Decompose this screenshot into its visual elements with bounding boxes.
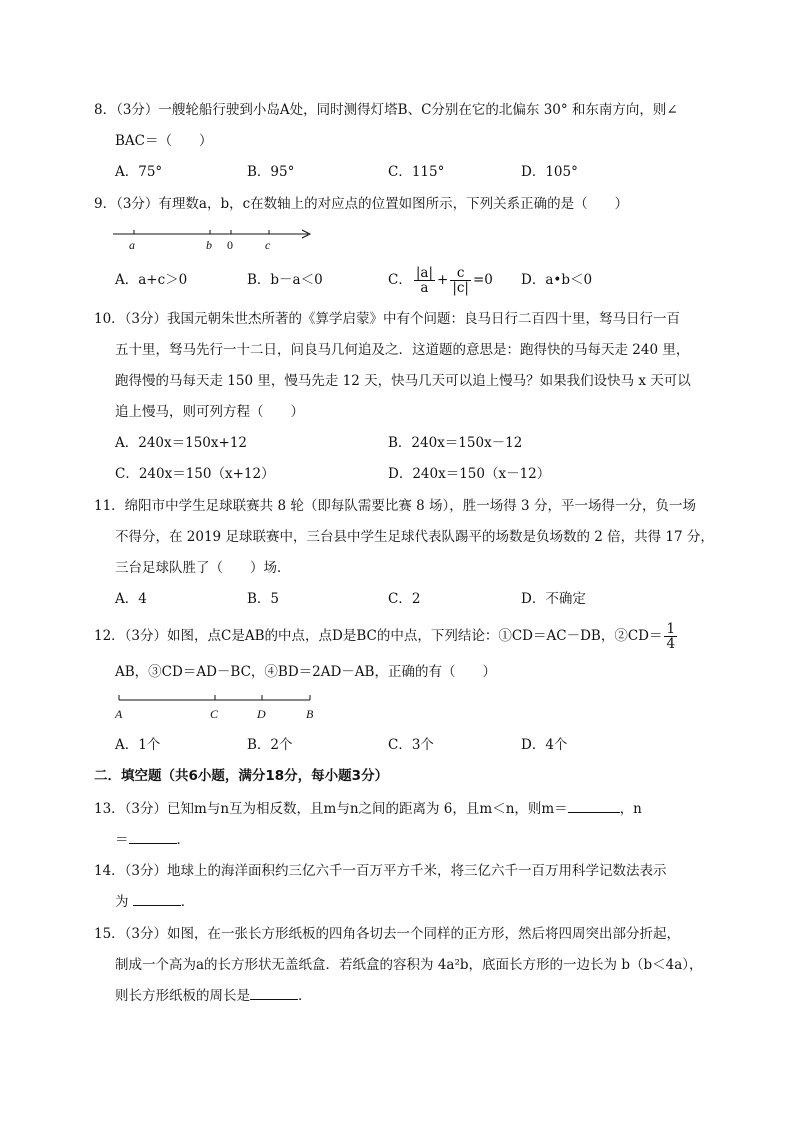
q15-line3-text: 则长方形纸板的周长是: [115, 988, 250, 1004]
plus-sign: +: [437, 272, 449, 288]
q10-stem-line3: 跑得慢的马每天走 150 里，慢马先走 12 天，快马几天可以追上慢马？如果我们设快马 x 天可以: [115, 373, 691, 389]
point-label-c: C: [210, 707, 219, 721]
q8-option-b: B．95°: [247, 164, 295, 180]
q8-stem-line1: 8．（3分）一艘轮船行驶到小岛A处，同时测得灯塔B、C分别在它的北偏东 30° 和东南方向，则∠: [94, 102, 678, 118]
q13-period: ．: [176, 832, 190, 848]
frac1-numerator: |a|: [415, 265, 433, 281]
fraction-c-over-abs-c: [450, 266, 471, 295]
q9-option-c-prefix: C．: [388, 272, 412, 288]
q15-period: ．: [298, 988, 312, 1004]
segment-figure: [110, 690, 325, 724]
q8-option-c: C．115°: [388, 164, 445, 180]
q14-stem-line1: 14．（3分）地球上的海洋面积约三亿六千一百万平方千米，将三亿六千一百万用科学记数法表示: [94, 863, 667, 879]
frac1-denominator: a: [420, 280, 429, 296]
q10-stem-line2: 五十里，驽马先行一十二日，问良马几何追及之．这道题的意思是：跑得快的马每天走 240 里，: [115, 342, 690, 358]
q10-option-d: D．240x＝150（x－12）: [388, 466, 551, 482]
label-zero: 0: [227, 238, 233, 252]
q8-option-a: A．75°: [115, 164, 163, 180]
q13-line1-text: 13．（3分）已知m与n互为相反数，且m与n之间的距离为 6，且m＜n，则m＝: [94, 801, 568, 817]
label-a: a: [129, 238, 135, 252]
q12-option-b: B．2个: [247, 737, 293, 753]
frac2-numerator: c: [450, 266, 471, 281]
q12-option-c: C．3个: [388, 737, 434, 753]
q12-stem-line1: [94, 615, 679, 657]
q9-option-c-suffix: =0: [472, 272, 493, 288]
q9-option-b: B．b－a＜0: [247, 272, 323, 288]
q8-option-d: D．105°: [521, 164, 578, 180]
q13-stem-line1: [94, 800, 642, 818]
q11-stem-line1: 11．绵阳市中学生足球联赛共 8 轮（即每队需要比赛 8 场），胜一场得 3 分，平一场得一分，负一场: [94, 498, 696, 514]
point-label-a: A: [115, 707, 123, 721]
q15-stem-line2: 制成一个高为a的长方形状无盖纸盒．若纸盒的容积为 4a²b，底面长方形的一边长为 b（b＜4a），: [115, 957, 703, 973]
q14-wei: 为: [115, 894, 129, 910]
q9-option-c: [388, 262, 493, 298]
q11-option-a: A．4: [115, 591, 147, 607]
answer-blank-sci-notation[interactable]: [133, 893, 181, 906]
quarter-numerator: 1: [666, 621, 676, 637]
q14-stem-line2: [115, 893, 194, 911]
q13-line1-tail: ，n: [619, 801, 642, 817]
q12-line1-text: 12．（3分）如图，点C是AB的中点，点D是BC的中点，下列结论：①CD＝AC－DB，②CD＝: [94, 628, 663, 644]
q10-option-b: B．240x＝150x－12: [388, 435, 523, 451]
q10-option-a: A．240x＝150x+12: [115, 435, 248, 451]
answer-blank-perimeter[interactable]: [250, 987, 298, 1000]
q11-option-d: D．不确定: [521, 591, 586, 607]
point-label-d: D: [257, 707, 266, 721]
q15-stem-line3: [115, 987, 312, 1005]
fraction-abs-a-over-a: [414, 266, 435, 295]
q10-stem-line4: 追上慢马，则可列方程（ ）: [115, 404, 304, 420]
q13-stem-line2: [115, 831, 190, 849]
q12-option-a: A．1个: [115, 737, 161, 753]
q15-stem-line1: 15．（3分）如图，在一张长方形纸板的四角各切去一个同样的正方形，然后将四周突出部分折起，: [94, 926, 681, 942]
q11-stem-line3: 三台足球队胜了（ ）场．: [115, 560, 291, 576]
answer-blank-m[interactable]: [568, 800, 620, 813]
q12-option-d: D．4个: [521, 737, 568, 753]
q8-stem-line2: BAC＝（ ）: [115, 133, 213, 149]
number-line-figure: [110, 222, 320, 256]
q13-equals: ＝: [115, 832, 129, 848]
q11-option-c: C．2: [388, 591, 421, 607]
label-b: b: [206, 238, 212, 252]
q11-option-b: B．5: [247, 591, 280, 607]
q9-stem: 9．（3分）有理数a，b，c在数轴上的对应点的位置如图所示，下列关系正确的是（ ）: [94, 196, 629, 212]
q12-stem-line2: AB，③CD＝AD－BC，④BD＝2AD－AB，正确的有（ ）: [115, 664, 496, 680]
q11-stem-line2: 不得分，在 2019 足球联赛中，三台县中学生足球代表队踢平的场数是负场数的 2 倍，共得 17 分，: [115, 529, 714, 545]
q10-stem-line1: 10．（3分）我国元朝朱世杰所著的《算学启蒙》中有个问题：良马日行二百四十里，驽马日行一百: [94, 311, 681, 327]
fraction-one-quarter: [664, 622, 677, 651]
point-label-b: B: [306, 707, 314, 721]
quarter-denominator: 4: [666, 636, 676, 652]
q9-option-a: A．a+c＞0: [115, 272, 188, 288]
q10-option-c: C．240x＝150（x+12）: [115, 466, 275, 482]
q14-period: ．: [180, 894, 195, 910]
section-title-fill-in: 二．填空题（共6小题，满分18分，每小题3分）: [94, 768, 389, 784]
frac2-denominator: |c|: [452, 280, 469, 296]
answer-blank-n[interactable]: [129, 831, 177, 844]
q9-option-d: D．a•b＜0: [521, 272, 593, 288]
label-c: c: [265, 238, 271, 252]
